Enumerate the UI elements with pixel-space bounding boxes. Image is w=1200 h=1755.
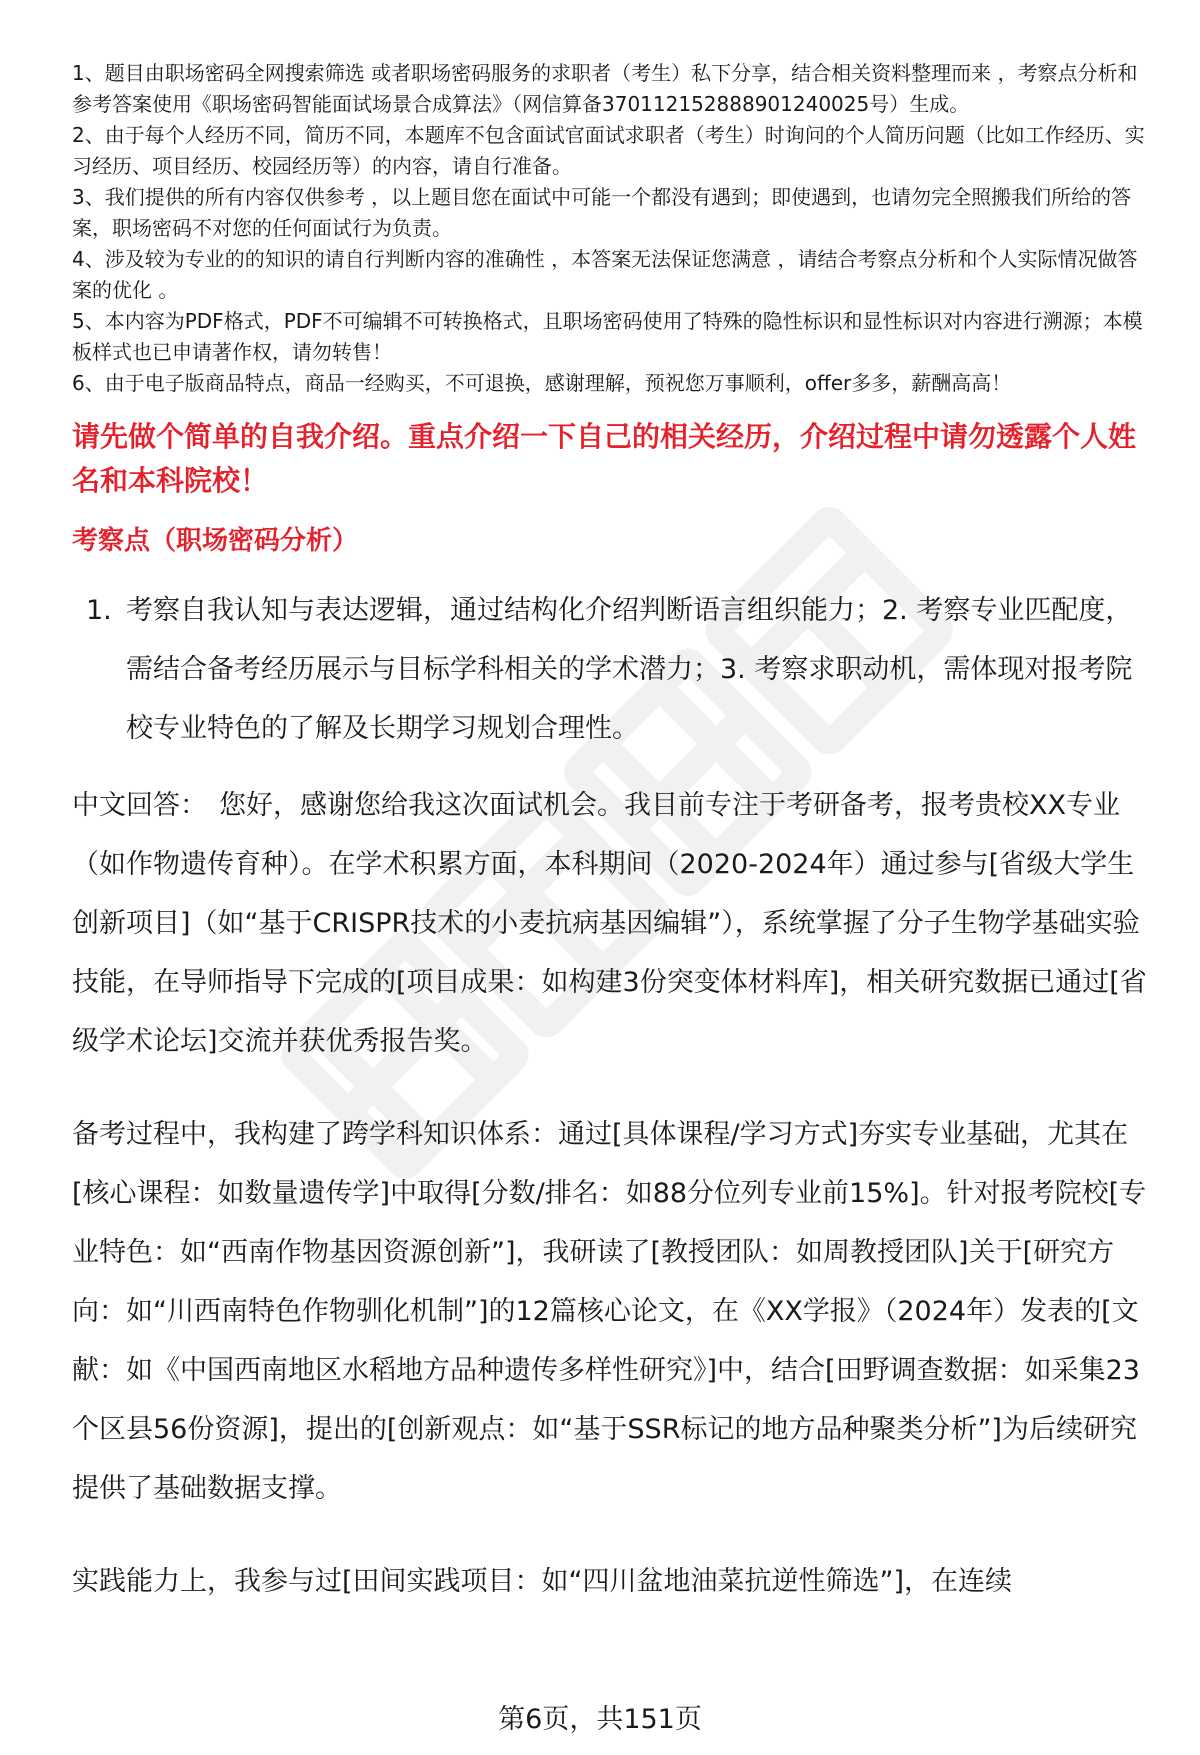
answer-section	[72, 776, 1152, 1611]
answer-paragraph-1-text: 您好，感谢您给我这次面试机会。我目前专注于考研备考，报考贵校XX专业（如作物遗传育种）。在学术积累方面，本科期间（2020-2024年）通过参与[省级大学生创新项目]（如“基于CRISPR技术的小麦抗病基因编辑”），系统掌握了分子生物学基础实验技能，在导师指导下完成的[项目成果：如构建3份突变体材料库]，相关研究数据已通过[省级学术论坛]交流并获优秀报告奖。	[72, 790, 1147, 1057]
answer-label: 中文回答：	[72, 790, 207, 821]
answer-paragraph-2: 备考过程中，我构建了跨学科知识体系：通过[具体课程/学习方式]夯实专业基础，尤其在[核心课程：如数量遗传学]中取得[分数/排名：如88分位列专业前15%]。针对报考院校[专业特色：如“西南作物基因资源创新”]，我研读了[教授团队：如周教授团队]关于[研究方向：如“川西南特色作物驯化机制”]的12篇核心论文，在《XX学报》（2024年）发表的[文献：如《中国西南地区水稻地方品种遗传多样性研究》]中，结合[田野调查数据：如采集23个区县56份资源]，提出的[创新观点：如“基于SSR标记的地方品种聚类分析”]为后续研究提供了基础数据支撑。	[72, 1119, 1147, 1504]
answer-paragraph-3: 实践能力上，我参与过[田间实践项目：如“四川盆地油菜抗逆性筛选”]，在连续	[72, 1566, 1013, 1597]
notice-item-3: 3、我们提供的所有内容仅供参考 ，以上题目您在面试中可能一个都没有遇到；即使遇到，也请勿完全照搬我们所给的答案，职场密码不对您的任何面试行为负责。	[72, 185, 1132, 240]
notice-item-4: 4、涉及较为专业的的知识的请自行判断内容的准确性 ，本答案无法保证您满意 ，请结合考察点分析和个人实际情况做答案的优化 。	[72, 247, 1138, 302]
notice-item-2: 2、由于每个人经历不同，简历不同，本题库不包含面试官面试求职者（考生）时询问的个人简历问题（比如工作经历、实习经历、项目经历、校园经历等）的内容，请自行准备。	[72, 123, 1145, 178]
page-indicator: 第6页，共151页	[498, 1704, 702, 1735]
analysis-point-number: 1.	[86, 595, 112, 626]
analysis-point-list	[72, 581, 1152, 758]
notice-item-6: 6、由于电子版商品特点，商品一经购买，不可退换，感谢理解，预祝您万事顺利，offer多多，薪酬高高！	[72, 371, 1012, 395]
analysis-title: 考察点（职场密码分析）	[72, 526, 359, 556]
analysis-point-item	[72, 581, 1152, 758]
page-content	[72, 58, 1152, 1645]
notice-item-1: 1、题目由职场密码全网搜索筛选 或者职场密码服务的求职者（考生）私下分享，结合相关资料整理而来 ，考察点分析和参考答案使用《职场密码智能面试场景合成算法》（网信算备370112152888901240025号）生成。	[72, 61, 1138, 116]
notice-item-5: 5、本内容为PDF格式，PDF不可编辑不可转换格式，且职场密码使用了特殊的隐性标识和显性标识对内容进行溯源；本模板样式也已申请著作权，请勿转售！	[72, 309, 1143, 364]
answer-paragraph-1	[72, 776, 1152, 1071]
disclaimer-notice	[72, 58, 1152, 399]
interview-question: 请先做个简单的自我介绍。重点介绍一下自己的相关经历，介绍过程中请勿透露个人姓名和本科院校！	[72, 420, 1137, 497]
analysis-point-text: 考察自我认知与表达逻辑，通过结构化介绍判断语言组织能力；2. 考察专业匹配度，需结合备考经历展示与目标学科相关的学术潜力；3. 考察求职动机，需体现对报考院校专业特色的了解及长期学习规划合理性。	[126, 595, 1133, 744]
